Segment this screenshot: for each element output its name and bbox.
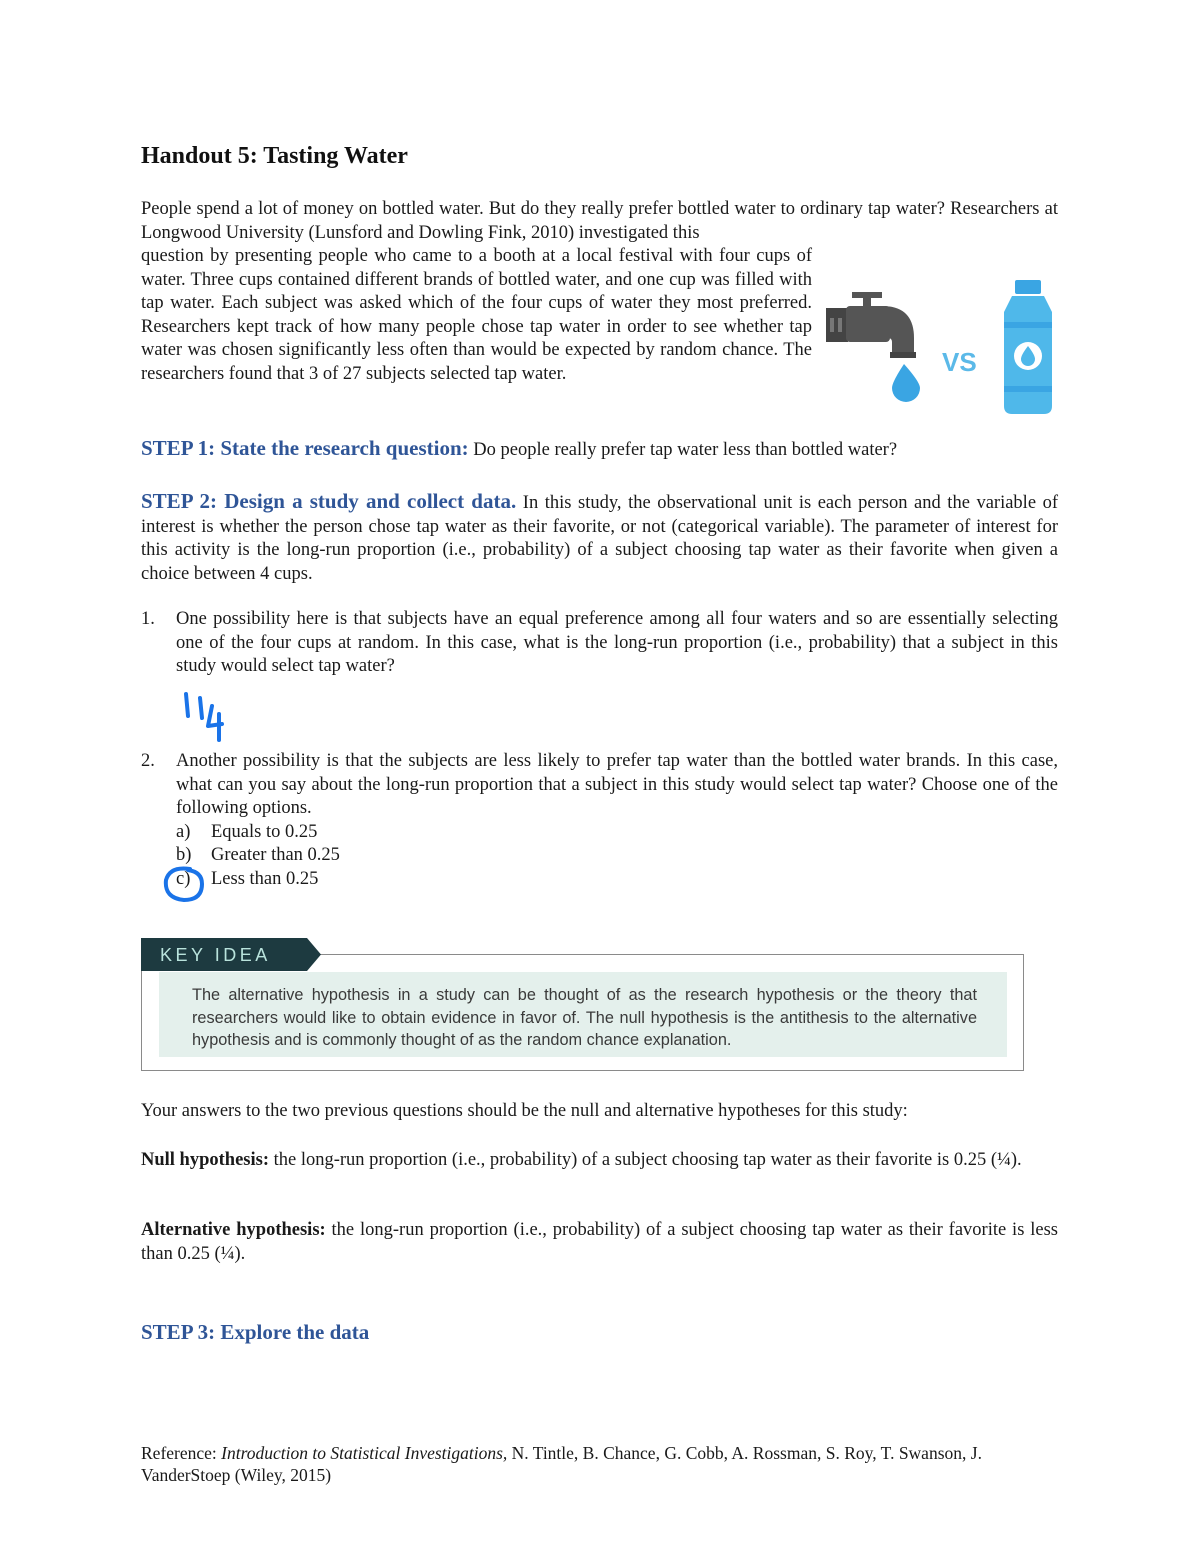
tap-vs-bottle-illustration (822, 276, 1062, 418)
question-1 (141, 608, 1058, 679)
reference-book-title: Introduction to Statistical Investigations, (221, 1443, 508, 1463)
step1-text: Do people really prefer tap water less than bottled water? (473, 440, 898, 460)
reference-authors: N. Tintle, B. Chance, G. Cobb, A. Rossman, S. Roy, T. Swanson, J. VanderStoep (Wiley, 2015) (141, 1443, 982, 1485)
answer-circle-annotation (160, 864, 208, 904)
question-text: One possibility here is that subjects have an equal preference among all four waters and so are essentially selecting one of the four cups at random. In this case, what is the long-run proportion (i.e., probability) that a subject in this study would select tap water? (176, 609, 1058, 676)
step1-heading: STEP 1: State the research question: (141, 436, 469, 460)
vs-label: VS (942, 347, 977, 377)
intro-paragraph-wrapped: question by presenting people who came to a booth at a local festival with four cups of water. Three cups contained different brands of bottled water, and one cup was filled with tap water. Each subject was asked which of the four cups of water they most preferred. Researchers kept track of how many people chose tap water in order to see whether tap water was chosen significantly less often than would be expected by random chance. The researchers found that 3 of 27 subjects selected tap water. (141, 246, 812, 384)
step2-heading: STEP 2: Design a study and collect data. (141, 489, 517, 513)
step1-section (141, 436, 1091, 461)
water-drop-icon (892, 364, 920, 402)
step2-section (141, 490, 1058, 586)
alternative-hypothesis-text: the long-run proportion (i.e., probability) of a subject choosing tap water as their favorite is less than 0.25 (¼). (141, 1220, 1058, 1264)
null-hypothesis-label: Null hypothesis: (141, 1150, 269, 1170)
page-title: Handout 5: Tasting Water (141, 143, 408, 169)
intro-paragraph-top: People spend a lot of money on bottled water. But do they really prefer bottled water to ordinary tap water? Researchers at Longwood University (Lunsford and Dowling Fink, 2010) investigated this (141, 199, 1058, 243)
water-bottle-icon (1004, 280, 1052, 414)
handwritten-answer (178, 688, 230, 744)
step2-text: In this study, the observational unit is each person and the variable of interest is whether the person chose tap water as their favorite, or not (categorical variable). The parameter of interest for this activity is the long-run proportion (i.e., probability) of a subject choosing tap water as their favorite when given a choice between 4 cups. (141, 493, 1059, 584)
option-a: a) Equals to 0.25 (176, 821, 318, 842)
key-idea-label: KEY IDEA (160, 945, 271, 965)
step3-heading: STEP 3: Explore the data (141, 1320, 370, 1344)
alternative-hypothesis-label: Alternative hypothesis: (141, 1220, 326, 1240)
key-idea-text: The alternative hypothesis in a study can be thought of as the research hypothesis or the theory that researchers would like to obtain evidence in favor of. The null hypothesis is the antithesis to the alternative hypothesis and is commonly thought of as the random chance explanation. (159, 972, 1007, 1057)
key-idea-tab (141, 938, 321, 971)
answers-intro: Your answers to the two previous questions should be the null and alternative hypotheses for this study: (141, 1101, 908, 1121)
question-2 (141, 750, 1058, 891)
null-hypothesis (141, 1149, 1058, 1173)
question-number: 2. (141, 751, 155, 771)
null-hypothesis-text: the long-run proportion (i.e., probability) of a subject choosing tap water as their favorite is 0.25 (¼). (273, 1150, 1022, 1170)
question-number: 1. (141, 609, 155, 629)
water-tap-icon (826, 292, 916, 358)
option-c: c) Less than 0.25 (176, 868, 319, 889)
alternative-hypothesis (141, 1219, 1058, 1266)
reference: Reference: Introduction to Statistical Investigations, N. Tintle, B. Chance, G. Cobb, A. Rossman, S. Roy, T. Swanson, J. VanderStoep (Wiley, 2015) (141, 1443, 982, 1485)
option-b: b) Greater than 0.25 (176, 845, 340, 865)
question-text: Another possibility is that the subjects are less likely to prefer tap water than the bottled water brands. In this case, what can you say about the long-run proportion that a subject in this study would select tap water? Choose one of the following options. (176, 751, 1058, 818)
